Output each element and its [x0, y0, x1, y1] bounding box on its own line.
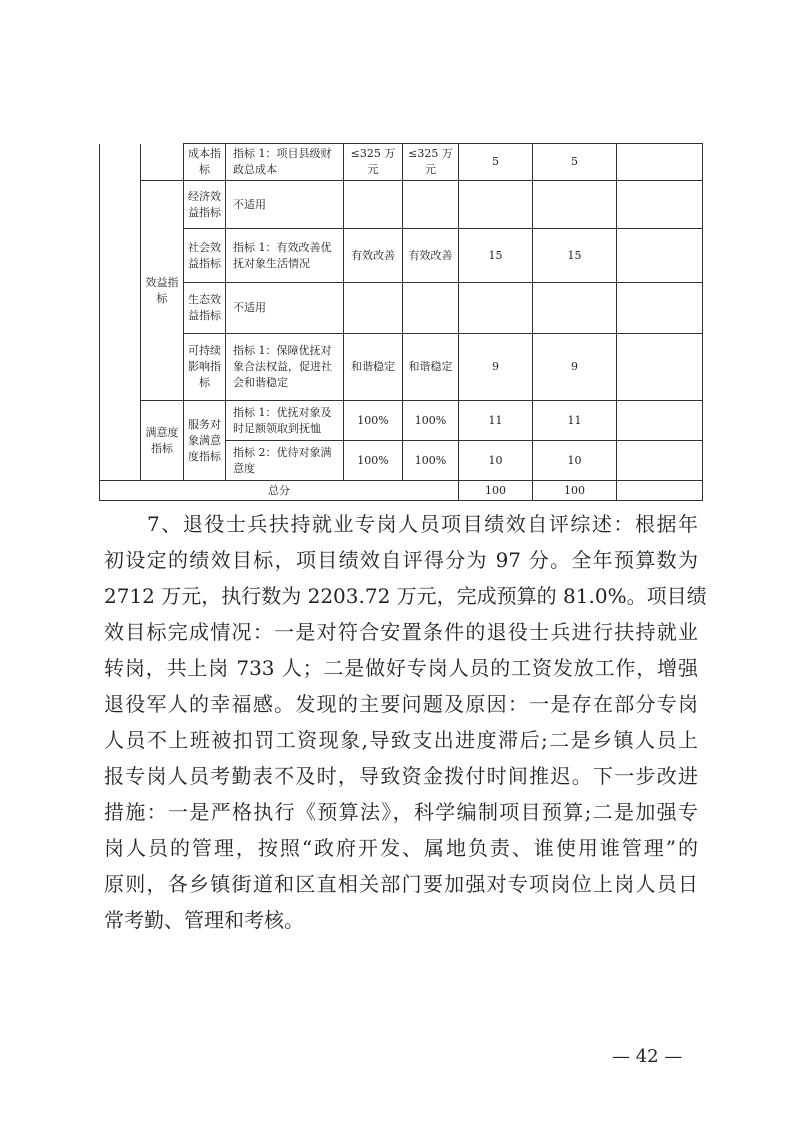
table-row — [100, 181, 703, 229]
subcategory-cell: 生态效益指标 — [184, 283, 226, 334]
target-cell: ≤325 万元 — [344, 144, 403, 181]
score-cell: 15 — [533, 229, 617, 283]
weight-cell — [459, 283, 533, 334]
score-cell: 9 — [533, 334, 617, 401]
score-cell: 10 — [533, 441, 617, 481]
total-note — [617, 481, 703, 501]
level2-cell — [141, 144, 184, 181]
indicator-cell: 指标 1：优抚对象及时足额领取到抚恤 — [226, 401, 344, 441]
indicator-cell: 指标 1：保障优抚对象合法权益，促进社会和谐稳定 — [226, 334, 344, 401]
subcategory-cell: 服务对象满意度指标 — [184, 401, 226, 481]
note-cell — [617, 334, 703, 401]
table-row-total — [100, 481, 703, 501]
actual-cell: 100% — [403, 401, 459, 441]
paragraph-line: 人员不上班被扣罚工资现象,导致支出进度滞后;二是乡镇人员上 — [104, 728, 698, 752]
note-cell — [617, 441, 703, 481]
paragraph-line: 措施：一是严格执行《预算法》，科学编制项目预算;二是加强专 — [104, 800, 698, 824]
total-weight: 100 — [459, 481, 533, 501]
target-cell — [344, 181, 403, 229]
table-row — [100, 229, 703, 283]
note-cell — [617, 401, 703, 441]
score-cell: 11 — [533, 401, 617, 441]
score-cell: 5 — [533, 144, 617, 181]
weight-cell: 10 — [459, 441, 533, 481]
actual-cell — [403, 181, 459, 229]
note-cell — [617, 283, 703, 334]
paragraph-line: 7、退役士兵扶持就业专岗人员项目绩效自评综述：根据年 — [104, 512, 698, 536]
paragraph-line: 退役军人的幸福感。发现的主要问题及原因：一是存在部分专岗 — [104, 692, 698, 716]
target-cell: 和谐稳定 — [344, 334, 403, 401]
paragraph-line: 转岗，共上岗 733 人；二是做好专岗人员的工资发放工作，增强 — [104, 656, 698, 680]
indicator-cell: 指标 1：有效改善优抚对象生活情况 — [226, 229, 344, 283]
indicator-cell: 不适用 — [226, 283, 344, 334]
category-cell: 满意度指标 — [141, 401, 184, 481]
subcategory-cell: 成本指标 — [184, 144, 226, 181]
paragraph-line: 原则，各乡镇街道和区直相关部门要加强对专项岗位上岗人员日 — [104, 872, 698, 896]
level1-cell — [100, 144, 141, 481]
table-row-cost — [100, 144, 703, 181]
total-score: 100 — [533, 481, 617, 501]
paragraph-line: 效目标完成情况：一是对符合安置条件的退役士兵进行扶持就业 — [104, 620, 698, 644]
table-row — [100, 283, 703, 334]
actual-cell: ≤325 万元 — [403, 144, 459, 181]
actual-cell: 有效改善 — [403, 229, 459, 283]
performance-table — [99, 143, 703, 501]
score-cell — [533, 283, 617, 334]
paragraph-line: 常考勤、管理和考核。 — [104, 908, 304, 932]
summary-paragraph — [104, 506, 707, 938]
note-cell — [617, 181, 703, 229]
total-label: 总分 — [100, 481, 459, 501]
table-row — [100, 334, 703, 401]
target-cell — [344, 283, 403, 334]
weight-cell: 9 — [459, 334, 533, 401]
indicator-cell: 指标 1：项目县级财政总成本 — [226, 144, 344, 181]
note-cell — [617, 144, 703, 181]
score-cell — [533, 181, 617, 229]
paragraph-line: 2712 万元，执行数为 2203.72 万元，完成预算的 81.0%。项目绩 — [104, 584, 707, 608]
target-cell: 100% — [344, 441, 403, 481]
paragraph-line: 初设定的绩效目标，项目绩效自评得分为 97 分。全年预算数为 — [104, 548, 698, 572]
target-cell: 有效改善 — [344, 229, 403, 283]
weight-cell: 15 — [459, 229, 533, 283]
actual-cell: 100% — [403, 441, 459, 481]
weight-cell: 5 — [459, 144, 533, 181]
indicator-cell: 指标 2：优待对象满意度 — [226, 441, 344, 481]
weight-cell: 11 — [459, 401, 533, 441]
subcategory-cell: 社会效益指标 — [184, 229, 226, 283]
subcategory-cell: 经济效益指标 — [184, 181, 226, 229]
paragraph-line: 报专岗人员考勤表不及时，导致资金拨付时间推迟。下一步改进 — [104, 764, 698, 788]
subcategory-cell: 可持续影响指标 — [184, 334, 226, 401]
indicator-cell: 不适用 — [226, 181, 344, 229]
table-row — [100, 401, 703, 441]
page-number: — 42 — — [612, 1046, 683, 1067]
weight-cell — [459, 181, 533, 229]
target-cell: 100% — [344, 401, 403, 441]
actual-cell — [403, 283, 459, 334]
actual-cell: 和谐稳定 — [403, 334, 459, 401]
note-cell — [617, 229, 703, 283]
paragraph-line: 岗人员的管理，按照“政府开发、属地负责、谁使用谁管理”的 — [104, 836, 698, 860]
category-cell: 效益指标 — [141, 181, 184, 401]
